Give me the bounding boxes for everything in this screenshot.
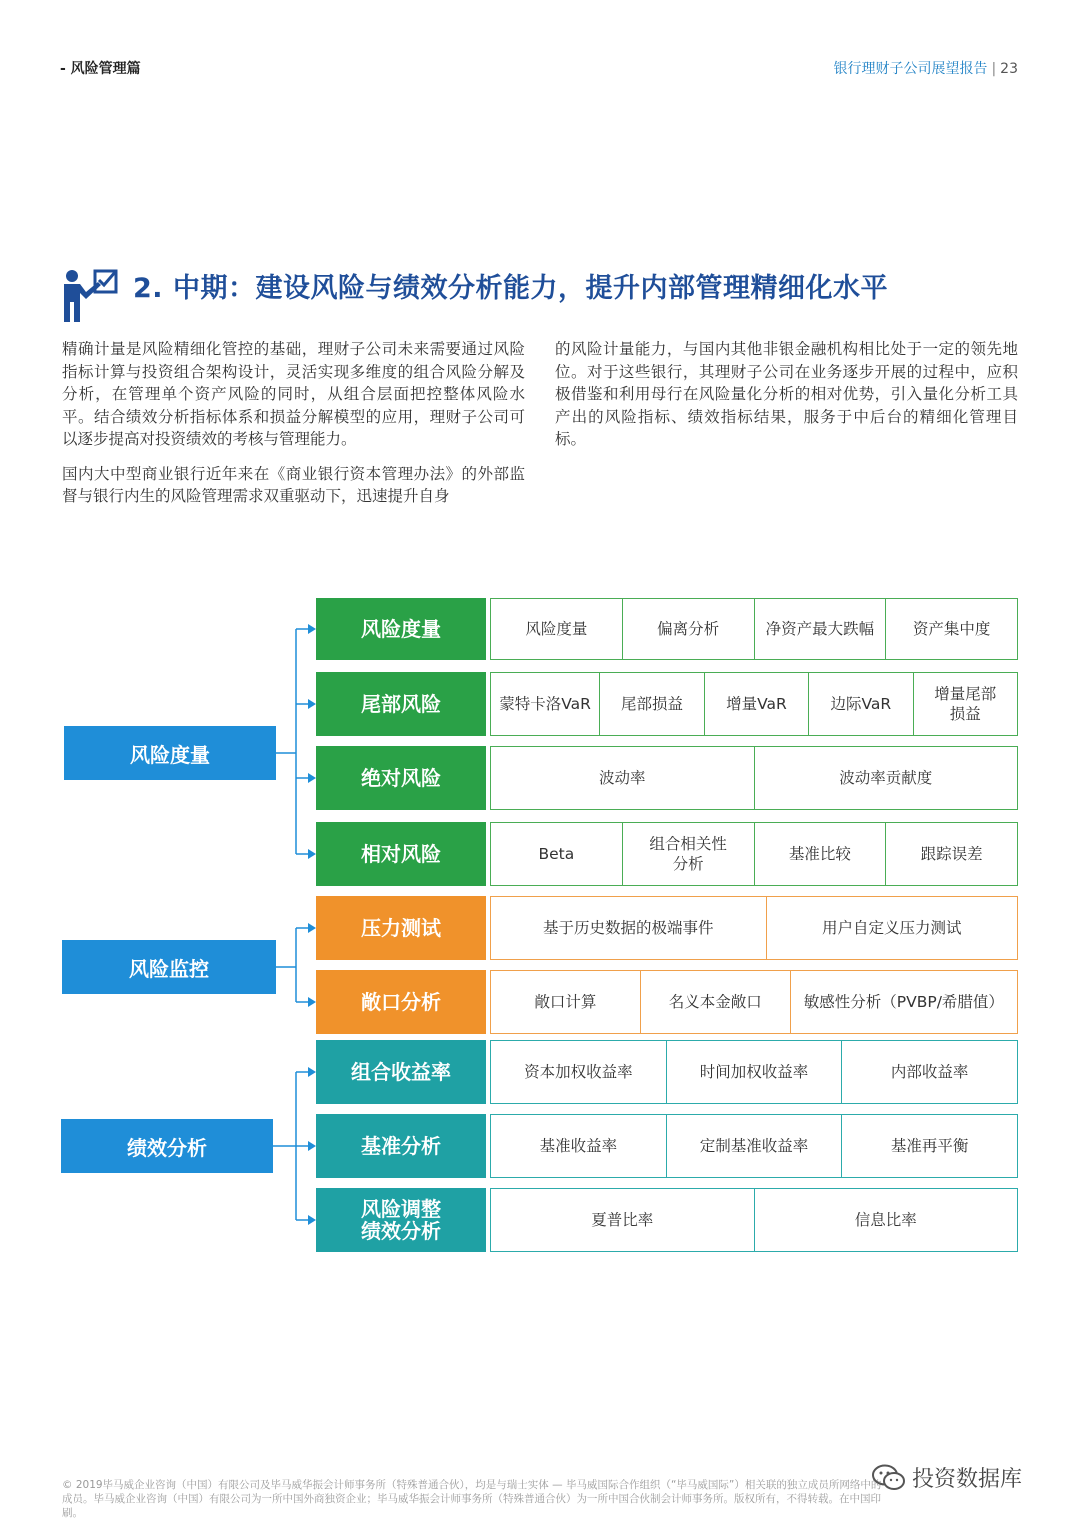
paragraph-3: 的风险计量能力，与国内其他非银金融机构相比处于一定的领先地位。对于这些银行，其理财子公司在业务逐步开展的过程中，应积极借鉴和利用母行在风险量化分析的相对优势，引入量化分析工具产出的风险指标、绩效指标结果，服务于中后台的精细化管理目标。 (555, 340, 1018, 448)
metric-row (490, 896, 1018, 960)
arrow-head (308, 997, 316, 1007)
metric-cell: 基于历史数据的极端事件 (543, 919, 714, 937)
category-text: 风险调整绩效分析 (361, 1197, 441, 1243)
metric-cell: 偏离分析 (622, 599, 754, 659)
metric-row (490, 970, 1018, 1034)
metric-cell: 波动率 (598, 769, 646, 787)
category-label: 压力测试 (316, 896, 486, 960)
metric-cell: 基准再平衡 (841, 1115, 1017, 1177)
metric-cell: 资产集中度 (885, 599, 1017, 659)
metric-row (490, 672, 1018, 736)
metric-cell: 定制基准收益率 (666, 1115, 842, 1177)
metric-cell: 风险度量 (525, 620, 588, 638)
metric-cell: 信息比率 (754, 1189, 1018, 1251)
metric-cell: 名义本金敞口 (640, 971, 790, 1033)
section-title: 2. 中期：建设风险与绩效分析能力，提升内部管理精细化水平 (133, 273, 888, 304)
arrow-head (308, 699, 316, 709)
paragraph-2: 国内大中型商业银行近年来在《商业银行资本管理办法》的外部监督与银行内生的风险管理需求双重驱动下，迅速提升自身 (62, 464, 525, 505)
report-title: 银行理财子公司展望报告 (833, 61, 988, 77)
arrow-head (308, 773, 316, 783)
metric-cell: 蒙特卡洛VaR (499, 695, 591, 713)
category-label: 基准分析 (316, 1114, 486, 1178)
metric-cell: 尾部损益 (599, 673, 703, 735)
paragraph-1: 精确计量是风险精细化管控的基础，理财子公司未来需要通过风险指标计算与投资组合架构设计，灵活实现多维度的组合风险分解及分析，在管理单个资产风险的同时，从组合层面把控整体风险水平。结合绩效分析指标体系和损益分解模型的应用，理财子公司可以逐步提高对投资绩效的考核与管理能力。 (62, 340, 525, 448)
metric-cell: 内部收益率 (841, 1041, 1017, 1103)
arrow-head (308, 624, 316, 634)
metric-text: 组合相关性分析 (649, 835, 727, 873)
metric-cell: 边际VaR (808, 673, 912, 735)
category-label (316, 1188, 486, 1252)
arrow-head (308, 1141, 316, 1151)
metric-cell: 基准比较 (754, 823, 886, 885)
metric-cell: 敏感性分析（PVBP/希腊值） (790, 971, 1017, 1033)
metric-cell: 时间加权收益率 (666, 1041, 842, 1103)
wechat-icon (872, 1464, 906, 1492)
metric-cell: 夏普比率 (591, 1211, 654, 1229)
header-separator: | (991, 61, 997, 77)
metric-cell: 净资产最大跌幅 (754, 599, 886, 659)
metric-cell: Beta (538, 845, 575, 863)
metric-row (490, 1040, 1018, 1104)
metric-cell (622, 823, 754, 885)
arrow-head (308, 849, 316, 859)
arrow-head (308, 1067, 316, 1077)
metric-row (490, 1114, 1018, 1178)
metric-cell: 敞口计算 (534, 993, 597, 1011)
metric-row (490, 746, 1018, 810)
category-label: 尾部风险 (316, 672, 486, 736)
metric-cell: 增量VaR (704, 673, 808, 735)
metric-cell: 资本加权收益率 (524, 1063, 633, 1081)
group-box: 风险度量 (64, 726, 276, 780)
metric-cell: 波动率贡献度 (754, 747, 1018, 809)
copyright-footer: © 2019毕马威企业咨询（中国）有限公司及毕马威华振会计师事务所（特殊普通合伙），均是与瑞士实体 — 毕马威国际合作组织（“毕马威国际”）相关联的独立成员所网络中的成员。毕马威企业咨询（中国）有限公司为一所中国外商独资企业；毕马威华振会计师事务所（特殊普通合伙）为一所中国合伙制会计师事务所。版权所有，不得转载。在中国印刷。 (62, 1479, 882, 1519)
category-label: 敞口分析 (316, 970, 486, 1034)
group-box: 风险监控 (62, 940, 276, 994)
category-label: 风险度量 (316, 598, 486, 660)
category-label: 相对风险 (316, 822, 486, 886)
category-label: 绝对风险 (316, 746, 486, 810)
metric-cell: 跟踪误差 (885, 823, 1017, 885)
metric-text: 增量尾部损益 (934, 685, 997, 723)
metric-row (490, 598, 1018, 660)
arrow-head (308, 1215, 316, 1225)
metric-row (490, 1188, 1018, 1252)
metric-row (490, 822, 1018, 886)
metric-cell: 基准收益率 (539, 1137, 618, 1155)
group-box: 绩效分析 (61, 1119, 273, 1173)
metric-cell (913, 673, 1017, 735)
page-number: 23 (1000, 61, 1018, 77)
metric-cell: 用户自定义压力测试 (766, 897, 1017, 959)
arrow-head (308, 923, 316, 933)
watermark-text: 投资数据库 (912, 1467, 1023, 1492)
section-header: - 风险管理篇 (60, 61, 141, 77)
watermark (872, 1462, 1022, 1493)
category-label: 组合收益率 (316, 1040, 486, 1104)
